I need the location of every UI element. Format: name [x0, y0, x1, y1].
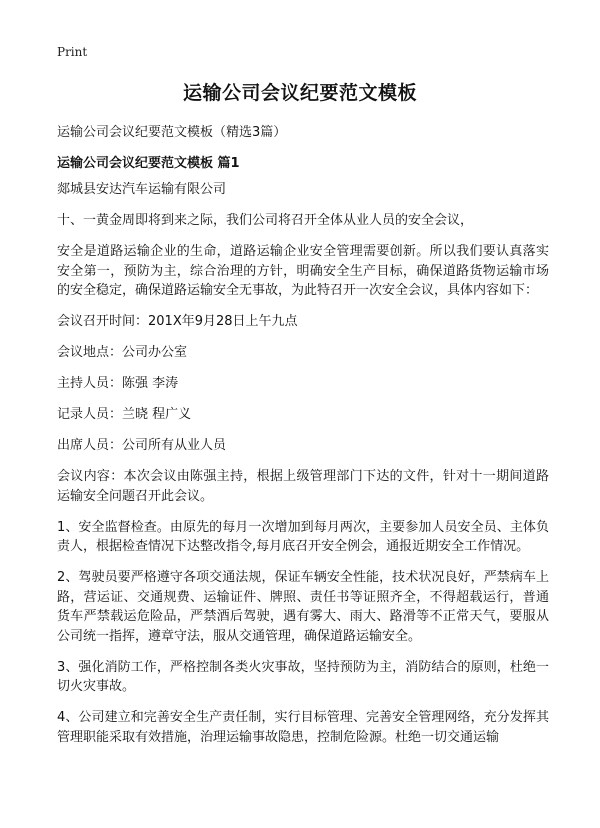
paragraph-hosts: 主持人员：陈强 李涛: [57, 376, 179, 391]
paragraph-intro: 十、一黄金周即将到来之际，我们公司将召开全体从业人员的安全会议，: [57, 213, 474, 228]
document-subtitle: 运输公司会议纪要范文模板（精选3篇）: [57, 125, 287, 140]
paragraph-item-3: 3、强化消防工作，严格控制各类火灾事故，坚持预防为主，消防结合的原则，杜绝一切火灾事故。: [57, 659, 549, 694]
print-link[interactable]: Print: [57, 45, 88, 59]
paragraph-attendees: 出席人员：公司所有从业人员: [57, 438, 227, 453]
section-heading: 运输公司会议纪要范文模板 篇1: [57, 156, 240, 171]
paragraph-item-2: 2、驾驶员要严格遵守各项交通法规，保证车辆安全性能，技术状况良好，严禁病车上路，营运证、交通规费、运输证件、牌照、责任书等证照齐全，不得超载运行，普通货车严禁载运危险品，严禁酒后驾驶，遇有雾大、雨大、路滑等不正常天气，要服从公司统一指挥，遵章守法，服从交通管理，确保道路运输安全。: [57, 570, 549, 644]
paragraph-meeting-time: 会议召开时间：201X年9月28日上午九点: [57, 314, 298, 329]
paragraph-safety: 安全是道路运输企业的生命，道路运输企业安全管理需要创新。所以我们要认真落实安全第一，预防为主，综合治理的方针，明确安全生产目标，确保道路货物运输市场的安全稳定，确保道路运输安全无事故，为此特召开一次安全会议，具体内容如下：: [57, 244, 549, 298]
paragraph-recorders: 记录人员：兰晓 程广义: [57, 407, 192, 422]
paragraph-company: 郯城县安达汽车运输有限公司: [57, 182, 227, 197]
paragraph-item-4: 4、公司建立和完善安全生产责任制，实行目标管理、完善安全管理网络，充分发挥其管理职能采取有效措施，治理运输事故隐患，控制危险源。杜绝一切交通运输: [57, 710, 549, 745]
paragraph-content: 会议内容：本次会议由陈强主持，根据上级管理部门下达的文件，针对十一期间道路运输安全问题召开此会议。: [57, 469, 549, 504]
document-body: [57, 180, 549, 759]
document-title: 运输公司会议纪要范文模板: [182, 82, 417, 104]
paragraph-item-1: 1、安全监督检查。由原先的每月一次增加到每月两次，主要参加人员安全员、主体负责人，根据检查情况下达整改指令,每月底召开安全例会，通报近期安全工作情况。: [57, 519, 549, 554]
paragraph-meeting-place: 会议地点：公司办公室: [57, 345, 188, 360]
